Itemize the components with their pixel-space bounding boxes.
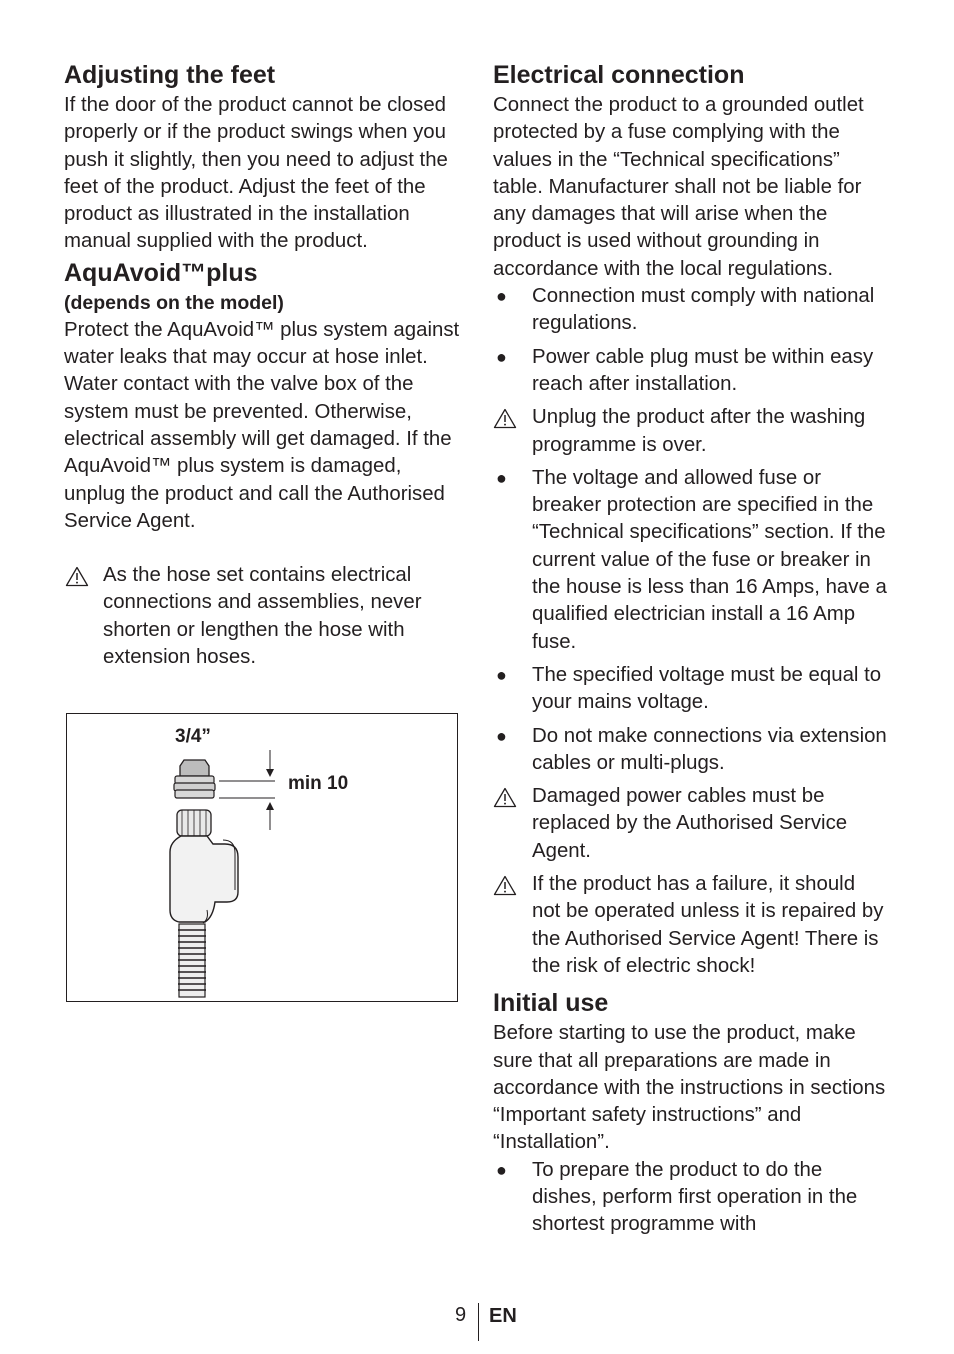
bullet-icon: ● (496, 286, 507, 307)
list-item-text: Unplug the product after the washing programme is over. (532, 406, 866, 456)
bullet-icon: ● (496, 664, 507, 685)
thread-size-label: 3/4” (175, 726, 211, 747)
warning-item (493, 404, 888, 459)
page-number: 9 (455, 1304, 467, 1326)
list-item (493, 662, 888, 717)
bullet-icon: ● (496, 346, 507, 367)
aquavoid-subtitle: (depends on the model) (64, 291, 284, 314)
list-item-text: Do not make connections via extension cables or multi-plugs. (532, 724, 887, 774)
warning-triangle-icon (493, 787, 517, 808)
right-column (493, 58, 888, 1245)
language-code: EN (489, 1305, 517, 1327)
bullet-icon: ● (496, 1159, 507, 1180)
list-item-text: The voltage and allowed fuse or breaker protection are specified in the “Technical specifications” section. If the current value of the fuse or breaker in the house is less than 16 Amps, have a qualified electrician install a 16 Amp fuse. (532, 466, 887, 653)
list-item-text: If the product has a failure, it should not be operated unless it is repaired by the Authorised Service Agent! There is the risk of electric shock! (532, 873, 884, 977)
min-gap-label: min 10 (288, 773, 349, 794)
list-item (493, 283, 888, 338)
adjusting-feet-heading: Adjusting the feet (64, 61, 276, 89)
bullet-icon: ● (496, 467, 507, 488)
list-item (493, 465, 888, 656)
list-item-text: Connection must comply with national regulations. (532, 285, 875, 335)
aquavoid-hose-illustration (67, 714, 457, 1001)
adjusting-feet-text: If the door of the product cannot be closed properly or if the product swings when you push it slightly, then you need to adjust the feet of the product. Adjust the feet of the product as illustrated in the installation manual supplied with the product. (64, 94, 448, 253)
electrical-connection-heading: Electrical connection (493, 61, 745, 89)
aquavoid-text: Protect the AquAvoid™ plus system against water leaks that may occur at hose inlet. Water contact with the valve box of the system must be prevented. Otherwise, electrical assembly will get damaged. If the AquAvoid™ plus system is damaged, unplug the product and call the Authorised Service Agent. (64, 318, 460, 532)
hose-warning-text: As the hose set contains electrical connections and assemblies, never shorten or lengthen the hose with extension hoses. (103, 564, 422, 669)
list-item (493, 1157, 888, 1239)
list-item-text: Power cable plug must be within easy reach after installation. (532, 345, 874, 395)
list-item-text: The specified voltage must be equal to your mains voltage. (532, 663, 882, 714)
warning-triangle-icon (65, 566, 89, 587)
hose-warning (64, 562, 464, 671)
list-item-text: To prepare the product to do the dishes, perform first operation in the shortest programme with (532, 1158, 858, 1236)
warning-item (493, 783, 888, 865)
aquavoid-heading: AquAvoid™plus (64, 258, 258, 287)
list-item-text: Damaged power cables must be replaced by the Authorised Service Agent. (532, 785, 848, 862)
initial-use-list (493, 1157, 888, 1239)
left-column (64, 58, 464, 671)
initial-use-heading: Initial use (493, 989, 609, 1018)
electrical-requirements-list (493, 283, 888, 980)
hose-figure (66, 713, 458, 1002)
list-item (493, 723, 888, 778)
bullet-icon: ● (496, 725, 507, 746)
footer-divider (478, 1303, 479, 1341)
initial-use-text: Before starting to use the product, make sure that all preparations are made in accordance with the instructions in sections “Important safety instructions” and “Installation”. (493, 1022, 886, 1154)
list-item (493, 344, 888, 399)
warning-item (493, 871, 888, 980)
electrical-connection-text: Connect the product to a grounded outlet protected by a fuse complying with the values in the “Technical specifications” table. Manufacturer shall not be liable for any damages that will arise when the product is used without grounding in accordance with the local regulations. (493, 94, 864, 280)
warning-triangle-icon (493, 875, 517, 896)
warning-triangle-icon (493, 408, 517, 429)
